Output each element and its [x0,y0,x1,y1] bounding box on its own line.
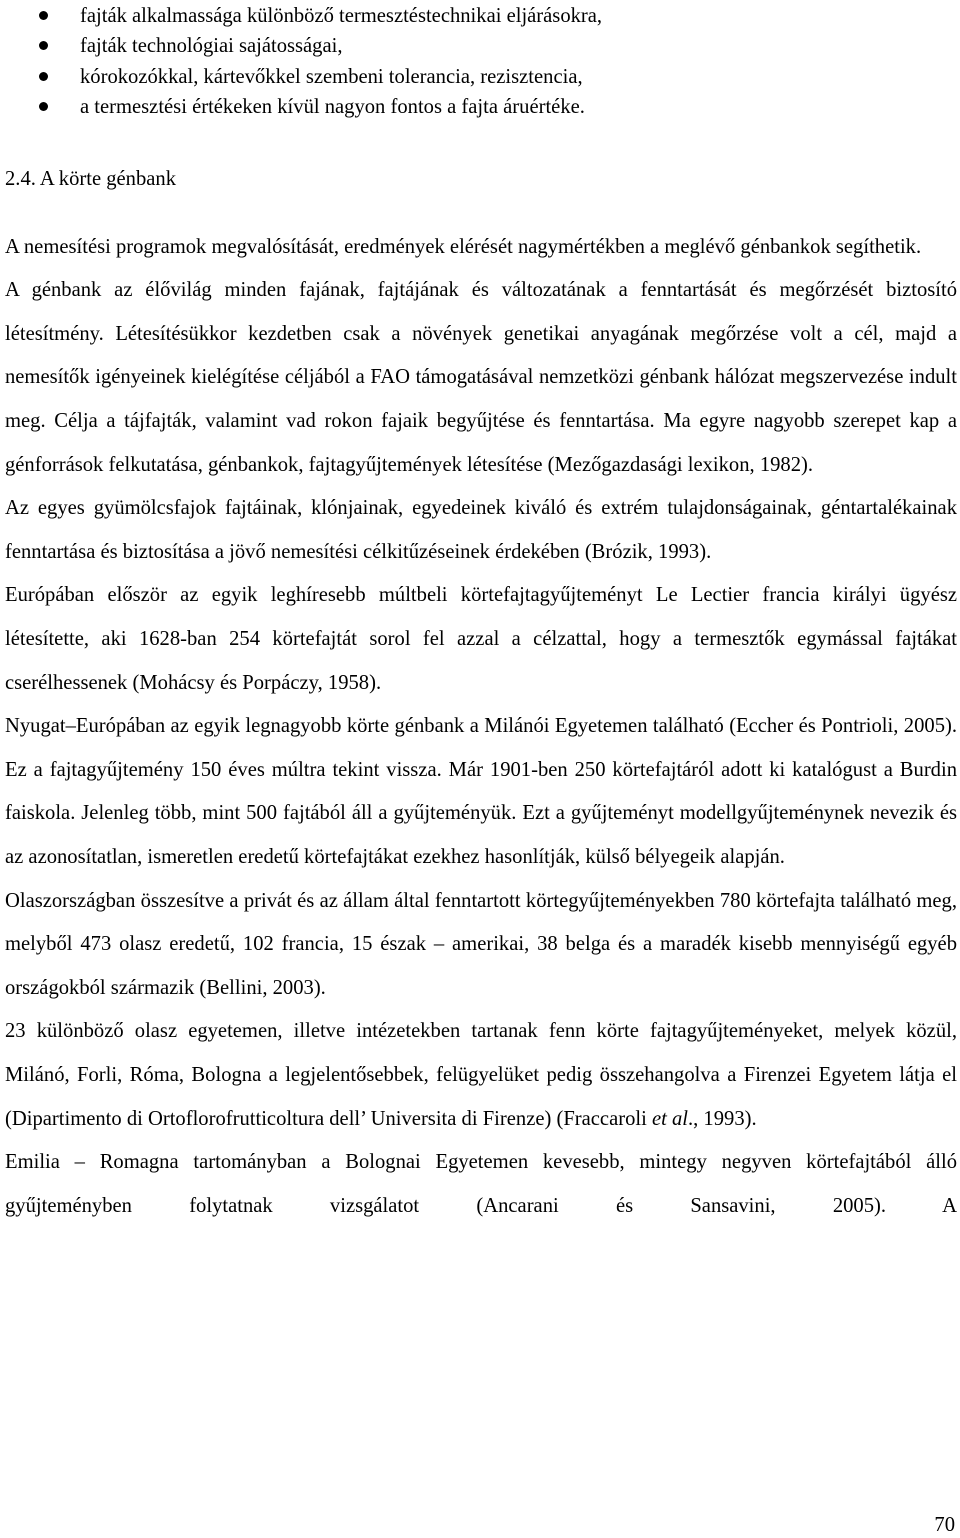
paragraph: Az egyes gyümölcsfajok fajtáinak, klónjainak, egyedeinek kiváló és extrém tulajdonságainak, géntartalékainak fenntartása és biztosítása a jövő nemesítési célkitűzéseinek érdekében (Brózik, 1993). [5,497,957,563]
paragraph-italic: et al [651,1107,688,1130]
paragraph: Nyugat–Európában az egyik legnagyobb körte génbank a Milánói Egyetemen található (Eccher és Pontrioli, 2005). Ez a fajtagyűjtemény 150 éves múltra tekint vissza. Már 1901-ben 250 körtefajtáról adott ki katalógust a Burdin faiskola. Jelenleg több, mint 500 fajtából áll a gyűjteményük. Ezt a gyűjteményt modellgyűjteménynek nevezik és az azonosítatlan, ismeretlen eredetű körtefajtákat ezekhez hasonlítják, külső bélyegeik alapján. [5,715,957,868]
page-number: 70 [934,1514,955,1536]
paragraph: Olaszországban összesítve a privát és az állam által fenntartott körtegyűjteményekben 780 körtefajta található meg, melyből 473 olasz eredetű, 102 francia, 15 észak – amerikai, 38 belga és a maradék kisebb mennyiségű egyéb országokból származik (Bellini, 2003). [5,889,957,999]
bullet-item [5,62,957,92]
bullet-dot-icon [39,102,48,111]
body-text [5,226,957,1229]
bullet-text: fajták alkalmassága különböző termesztéstechnikai eljárásokra, [80,5,603,27]
paragraph [5,1010,957,1141]
bullet-dot-icon [39,72,48,81]
paragraph: Európában először az egyik leghíresebb múltbeli körtefajtagyűjteményt Le Lectier francia királyi ügyész létesítette, aki 1628-ban 254 körtefajtát sorol fel azzal a célzattal, hogy a termesztők egymással fajtákat cserélhessenek (Mohácsy és Porpáczy, 1958). [5,584,957,694]
bullet-dot-icon [39,41,48,50]
bullet-text: kórokozókkal, kártevőkkel szembeni tolerancia, rezisztencia, [80,65,583,88]
section-heading: 2.4. A körte génbank [5,167,177,190]
bullet-item [5,31,957,61]
bullet-item [5,1,957,31]
bullet-dot-icon [39,11,48,20]
paragraph-text: 23 különböző olasz egyetemen, illetve intézetekben tartanak fenn körte fajtagyűjteményeket, melyek közül, Milánó, Forli, Róma, Bologna a legjelentősebbek, felügyelüket pedig összehangolva a Firenzei Egyetem látja el (Dipartimento di Ortoflorofrutticoltura dell’ Universita di Firenze) (Fraccaroli [5,1020,957,1130]
bullet-text: a termesztési értékeken kívül nagyon fontos a fajta áruértéke. [80,96,585,119]
paragraph-text: ., 1993). [687,1107,757,1130]
bullet-list [5,0,957,123]
paragraph: A nemesítési programok megvalósítását, eredmények elérését nagymértékben a meglévő génbankok segíthetik. [5,235,922,258]
bullet-item [5,92,957,122]
paragraph: A génbank az élővilág minden fajának, fajtájának és változatának a fenntartását és megőrzését biztosító létesítmény. Létesítésükkor kezdetben csak a növények genetikai anyagának megőrzése volt a cél, majd a nemesítők igényeinek kielégítése céljából a FAO támogatásával nemzetközi génbank hálózat megszervezése indult meg. Célja a tájfajták, valamint vad rokon fajaik begyűjtése és fenntartása. Ma egyre nagyobb szerepet kap a génforrások felkutatása, génbankok, fajtagyűjtemények létesítése (Mezőgazdasági lexikon, 1982). [5,279,957,476]
bullet-text: fajták technológiai sajátosságai, [80,35,343,58]
document-page [5,0,957,1228]
paragraph: Emilia – Romagna tartományban a Bolognai Egyetemen kevesebb, mintegy negyven körtefajtából álló gyűjteményben folytatnak vizsgálatot (Ancarani és Sansavini, 2005). A [5,1151,957,1217]
